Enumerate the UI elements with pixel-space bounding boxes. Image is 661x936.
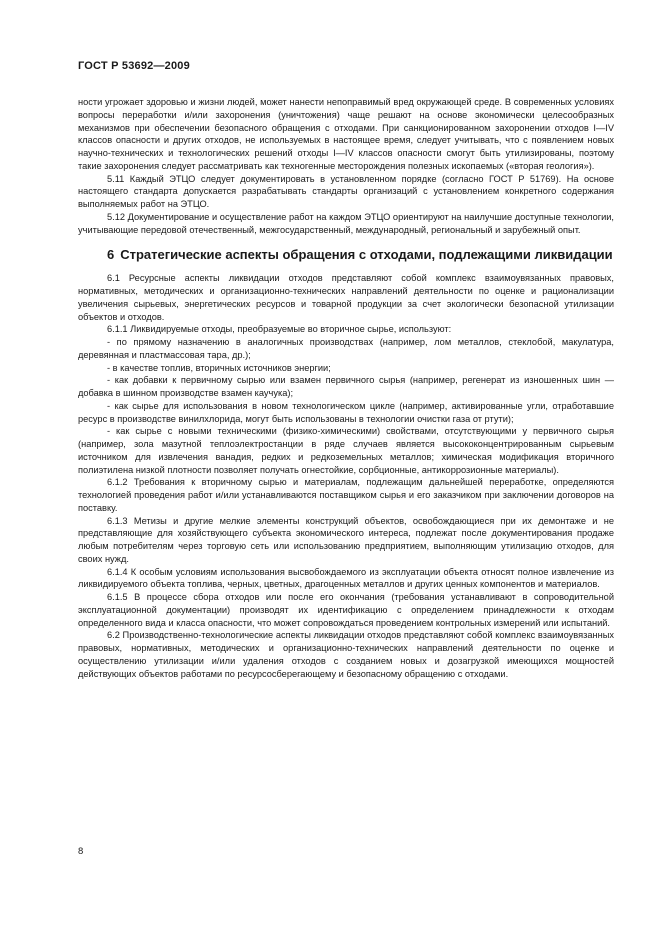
document-header: ГОСТ Р 53692—2009 bbox=[78, 60, 190, 72]
section-title: Стратегические аспекты обращения с отходами, подлежащими ликвидации bbox=[120, 247, 613, 263]
page-number: 8 bbox=[78, 846, 84, 857]
paragraph-6-1-1: 6.1.1 Ликвидируемые отходы, преобразуемые во вторичное сырье, используют: bbox=[107, 324, 452, 335]
list-item-additive: - как добавки к первичному сырью или взамен первичного сырья (например, регенерат из изношенных шин — добавка в шинном производстве взамен каучука); bbox=[78, 375, 614, 398]
paragraph-5-12: 5.12 Документирование и осуществление работ на каждом ЭТЦО ориентируют на наилучшие доступные технологии, учитывающие передовой отечественный, межгосударственный, международный, региональный и зарубежный опыт. bbox=[78, 211, 614, 235]
paragraph-6-1-2: 6.1.2 Требования к вторичному сырью и материалам, подлежащим дальнейшей переработке, определяются технологией проведения работ и/или устанавливаются поставщиком сырья и его заказчиком при заключении договоров на поставку. bbox=[78, 477, 614, 513]
paragraph-6-1: 6.1 Ресурсные аспекты ликвидации отходов представляют собой комплекс взаимоувязанных правовых, нормативных, методических и организационно-технических направлений деятельности по оценке и рационализации увеличения сырьевых, энергетических ресурсов и товарной продукции за счет экологически безопасной утилизации объектов и отходов. bbox=[78, 273, 614, 322]
paragraph-5-11: 5.11 Каждый ЭТЦО следует документировать в установленном порядке (согласно ГОСТ Р 51769). На основе настоящего стандарта допускается разрабатывать стандарты организаций с установлением конкретного содержания выполняемых работ на ЭТЦО. bbox=[78, 173, 614, 209]
list-item-new-properties: - как сырье с новыми техническими (физико-химическими) свойствами, отсутствующими у первичного сырья (например, зола мазутной теплоэлектростанции в ряде случаев является высококонцентрированным сырьевым источником для извлечения ванадия, редких и редкоземельных металлов; химическая модификация вторичного полиэтилена низкой плотности позволяет получать огнестойкие, сорбционные, антикоррозионные материалы). bbox=[78, 426, 614, 475]
paragraph-6-1-3: 6.1.3 Метизы и другие мелкие элементы конструкций объектов, освобождающиеся при их демонтаже и не представляющие для хозяйствующего субъекта экономического интереса, подлежат после документирования продаже любым потребителям через торговую сеть или использованию предприятием, выполняющим утилизацию отходов, для своих нужд. bbox=[78, 515, 614, 564]
list-item-direct-use: - по прямому назначению в аналогичных производствах (например, лом металлов, стеклобой, макулатура, деревянная и пластмассовая тара, др.); bbox=[78, 337, 614, 360]
section-number: 6 bbox=[107, 247, 115, 263]
paragraph-6-2: 6.2 Производственно-технологические аспекты ликвидации отходов представляют собой комплекс взаимоувязанных правовых, нормативных, методических и организационно-технических направлений деятельности по оценке и осуществлению утилизации и/или удаления отходов с созданием новых и дозагрузкой имеющихся мощностей действующих объектов работами по ресурсосберегающему и безопасному обращению с отходами. bbox=[78, 630, 614, 679]
document-body bbox=[78, 96, 614, 680]
paragraph-6-1-5: 6.1.5 В процессе сбора отходов или после его окончания (требования устанавливают в сопроводительной эксплуатационной документации) производят их идентификацию с определением принадлежности к отходам определенного вида и класса опасности, что может сопровождаться проведением контрольных измерений или испытаний. bbox=[78, 592, 614, 628]
paragraph-6-1-4: 6.1.4 К особым условиям использования высвобождаемого из эксплуатации объекта относят полное извлечение из ликвидируемого объекта топлива, черных, цветных, драгоценных металлов и других ценных компонентов и материалов. bbox=[78, 566, 614, 590]
document-page bbox=[78, 60, 614, 680]
list-item-new-cycle: - как сырье для использования в новом технологическом цикле (например, активированные угли, отработавшие ресурс в производстве винилхлорида, могут быть использованы в технологии очистки газа от ртути); bbox=[78, 400, 614, 424]
paragraph-continuation: ности угрожает здоровью и жизни людей, может нанести непоправимый вред окружающей среде. В современных условиях вопросы переработки и/или захоронения (уничтожения) чаще решают на основе экономически целесообразных механизмов при обеспечении безопасного обращения с отходами. При санкционированном захоронении отходов I—IV классов опасности и других отходов, не используемых в настоящее время, следует учитывать, что с появлением новых научно-технических и технологических решений отходы I—IV классов опасности смогут быть утилизированы, поэтому такие захоронения следует рассматривать как техногенные месторождения полезных ископаемых («вторая геология»). bbox=[78, 97, 614, 171]
section-heading bbox=[78, 247, 614, 263]
list-item-fuel: - в качестве топлив, вторичных источников энергии; bbox=[107, 362, 331, 373]
